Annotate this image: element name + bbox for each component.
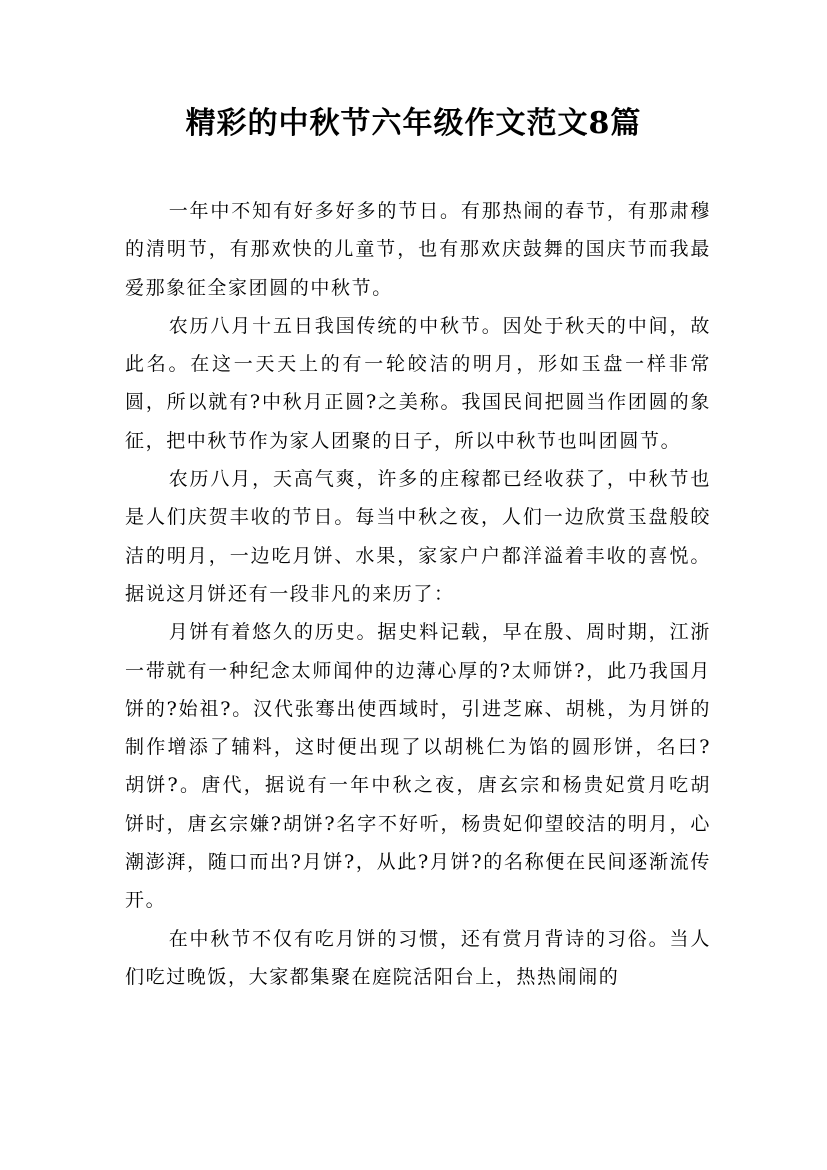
paragraph: 一年中不知有好多好多的节日。有那热闹的春节，有那肃穆的清明节，有那欢快的儿童节，也有那欢庆鼓舞的国庆节而我最爱那象征全家团圆的中秋节。 [125,200,711,299]
paragraph: 月饼有着悠久的历史。据史料记载，早在殷、周时期，江浙一带就有一种纪念太师闻仲的边薄心厚的?太师饼?，此乃我国月饼的?始祖?。汉代张骞出使西域时，引进芝麻、胡桃，为月饼的制作增添了辅料，这时便出现了以胡桃仁为馅的圆形饼，名曰?胡饼?。唐代，据说有一年中秋之夜，唐玄宗和杨贵妃赏月吃胡饼时，唐玄宗嫌?胡饼?名字不好听，杨贵妃仰望皎洁的明月，心潮澎湃，随口而出?月饼?，从此?月饼?的名称便在民间逐渐流传开。 [125,621,711,912]
paragraph: 在中秋节不仅有吃月饼的习惯，还有赏月背诗的习俗。当人们吃过晚饭，大家都集聚在庭院活阳台上，热热闹闹的 [125,927,711,988]
paragraph: 农历八月十五日我国传统的中秋节。因处于秋天的中间，故此名。在这一天天上的有一轮皎洁的明月，形如玉盘一样非常圆，所以就有?中秋月正圆?之美称。我国民间把圆当作团圆的象征，把中秋节作为家人团聚的日子，所以中秋节也叫团圆节。 [125,314,711,452]
document-title: 精彩的中秋节六年级作文范文8篇 [185,106,642,141]
paragraph: 农历八月，天高气爽，许多的庄稼都已经收获了，中秋节也是人们庆贺丰收的节日。每当中秋之夜，人们一边欣赏玉盘般皎洁的明月，一边吃月饼、水果，家家户户都洋溢着丰收的喜悦。据说这月饼还有一段非凡的来历了： [125,468,711,605]
document-body [125,192,711,996]
